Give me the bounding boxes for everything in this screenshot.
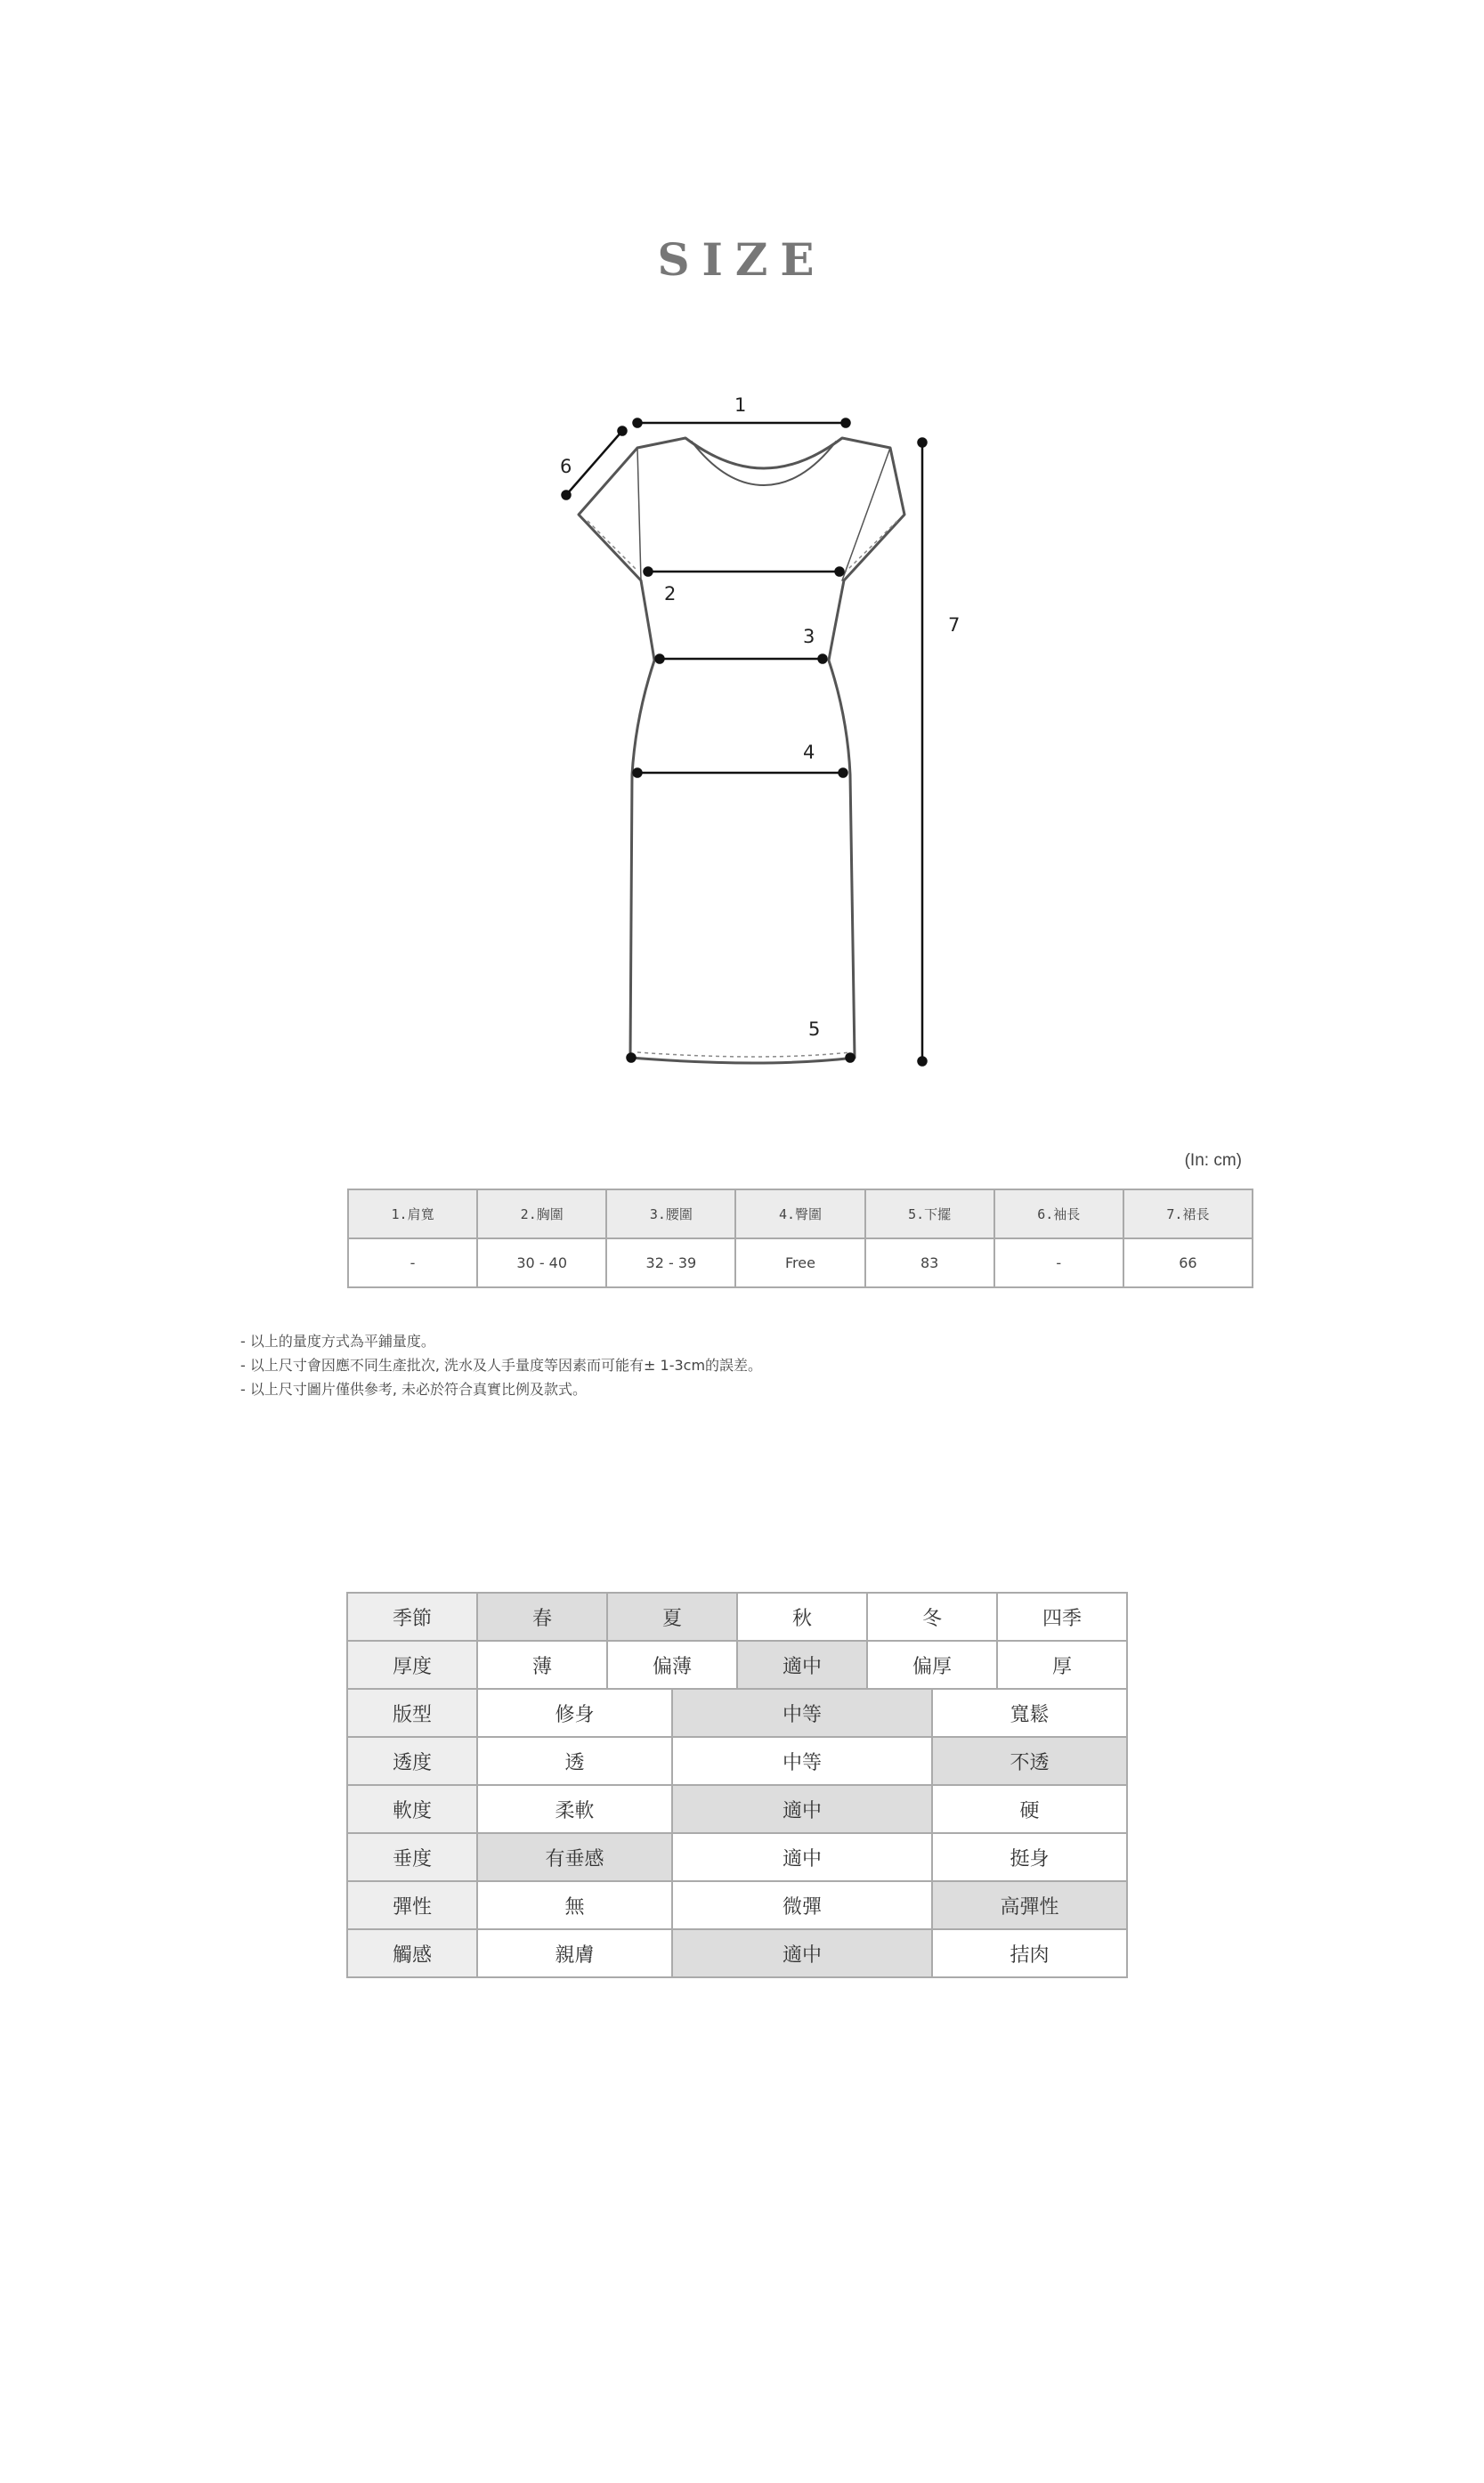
transparency-option-medium: 中等 [672, 1737, 932, 1785]
prop-label-fit: 版型 [347, 1689, 477, 1737]
size-header-hip: 4.臀圍 [735, 1189, 864, 1238]
prop-row-fit [347, 1689, 1127, 1737]
neckline [692, 442, 836, 485]
size-table [347, 1189, 1253, 1288]
prop-row-season [347, 1593, 1127, 1641]
dress-outline [579, 438, 904, 1063]
softness-option-medium: 適中 [672, 1785, 932, 1833]
prop-label-season: 季節 [347, 1593, 477, 1641]
season-option-summer: 夏 [607, 1593, 737, 1641]
season-option-winter: 冬 [867, 1593, 997, 1641]
size-header-waist: 3.腰圍 [606, 1189, 735, 1238]
elasticity-option-high: 高彈性 [932, 1881, 1127, 1929]
size-value-shoulder: - [348, 1238, 477, 1287]
measure-label-5: 5 [808, 1018, 821, 1040]
size-table-header-row [348, 1189, 1253, 1238]
measure-label-7: 7 [948, 614, 961, 636]
prop-row-thickness [347, 1641, 1127, 1689]
drape-option-medium: 適中 [672, 1833, 932, 1881]
season-option-spring: 春 [477, 1593, 607, 1641]
prop-row-transparency [347, 1737, 1127, 1785]
prop-label-softness: 軟度 [347, 1785, 477, 1833]
touch-option-skin-friendly: 親膚 [477, 1929, 672, 1977]
note-line: - 以上的量度方式為平鋪量度。 [240, 1333, 435, 1350]
elasticity-option-slight: 微彈 [672, 1881, 932, 1929]
size-value-waist: 32 - 39 [606, 1238, 735, 1287]
drape-option-drapey: 有垂感 [477, 1833, 672, 1881]
elasticity-option-none: 無 [477, 1881, 672, 1929]
size-header-shoulder: 1.肩寬 [348, 1189, 477, 1238]
prop-label-touch: 觸感 [347, 1929, 477, 1977]
prop-label-elasticity: 彈性 [347, 1881, 477, 1929]
size-value-sleeve: - [994, 1238, 1123, 1287]
prop-row-elasticity [347, 1881, 1127, 1929]
measure-label-1: 1 [734, 394, 747, 416]
thickness-option-thin: 薄 [477, 1641, 607, 1689]
size-header-chest: 2.胸圍 [477, 1189, 606, 1238]
measure-label-2: 2 [664, 583, 677, 605]
thickness-option-slightly-thick: 偏厚 [867, 1641, 997, 1689]
note-line: - 以上尺寸圖片僅供參考, 未必於符合真實比例及款式。 [240, 1381, 588, 1398]
size-header-sleeve: 6.袖長 [994, 1189, 1123, 1238]
prop-label-drape: 垂度 [347, 1833, 477, 1881]
softness-option-hard: 硬 [932, 1785, 1127, 1833]
prop-row-drape [347, 1833, 1127, 1881]
fabric-properties-table [346, 1592, 1128, 1978]
measure-label-4: 4 [803, 742, 815, 763]
prop-label-transparency: 透度 [347, 1737, 477, 1785]
touch-option-scratchy: 拮肉 [932, 1929, 1127, 1977]
measure-label-6: 6 [560, 456, 572, 477]
drape-option-stiff: 挺身 [932, 1833, 1127, 1881]
size-notes [240, 1329, 762, 1401]
size-value-chest: 30 - 40 [477, 1238, 606, 1287]
fit-option-loose: 寬鬆 [932, 1689, 1127, 1737]
softness-option-soft: 柔軟 [477, 1785, 672, 1833]
thickness-option-slightly-thin: 偏薄 [607, 1641, 737, 1689]
size-value-hem: 83 [865, 1238, 994, 1287]
touch-option-medium: 適中 [672, 1929, 932, 1977]
dress-diagram [0, 0, 1484, 1086]
fit-option-slim: 修身 [477, 1689, 672, 1737]
season-option-all: 四季 [997, 1593, 1127, 1641]
thickness-option-medium: 適中 [737, 1641, 867, 1689]
size-header-length: 7.裙長 [1123, 1189, 1253, 1238]
prop-row-touch [347, 1929, 1127, 1977]
prop-row-softness [347, 1785, 1127, 1833]
measure-label-3: 3 [803, 626, 815, 647]
size-table-value-row [348, 1238, 1253, 1287]
transparency-option-opaque: 不透 [932, 1737, 1127, 1785]
unit-label: (In: cm) [1184, 1151, 1242, 1170]
prop-label-thickness: 厚度 [347, 1641, 477, 1689]
thickness-option-thick: 厚 [997, 1641, 1127, 1689]
size-value-hip: Free [735, 1238, 864, 1287]
season-option-autumn: 秋 [737, 1593, 867, 1641]
fit-option-regular: 中等 [672, 1689, 932, 1737]
size-header-hem: 5.下擺 [865, 1189, 994, 1238]
transparency-option-sheer: 透 [477, 1737, 672, 1785]
note-line: - 以上尺寸會因應不同生產批次, 洗水及人手量度等因素而可能有± 1-3cm的誤差。 [240, 1357, 763, 1374]
measure-line-6 [566, 431, 622, 495]
size-value-length: 66 [1123, 1238, 1253, 1287]
page-title: SIZE [657, 233, 827, 286]
